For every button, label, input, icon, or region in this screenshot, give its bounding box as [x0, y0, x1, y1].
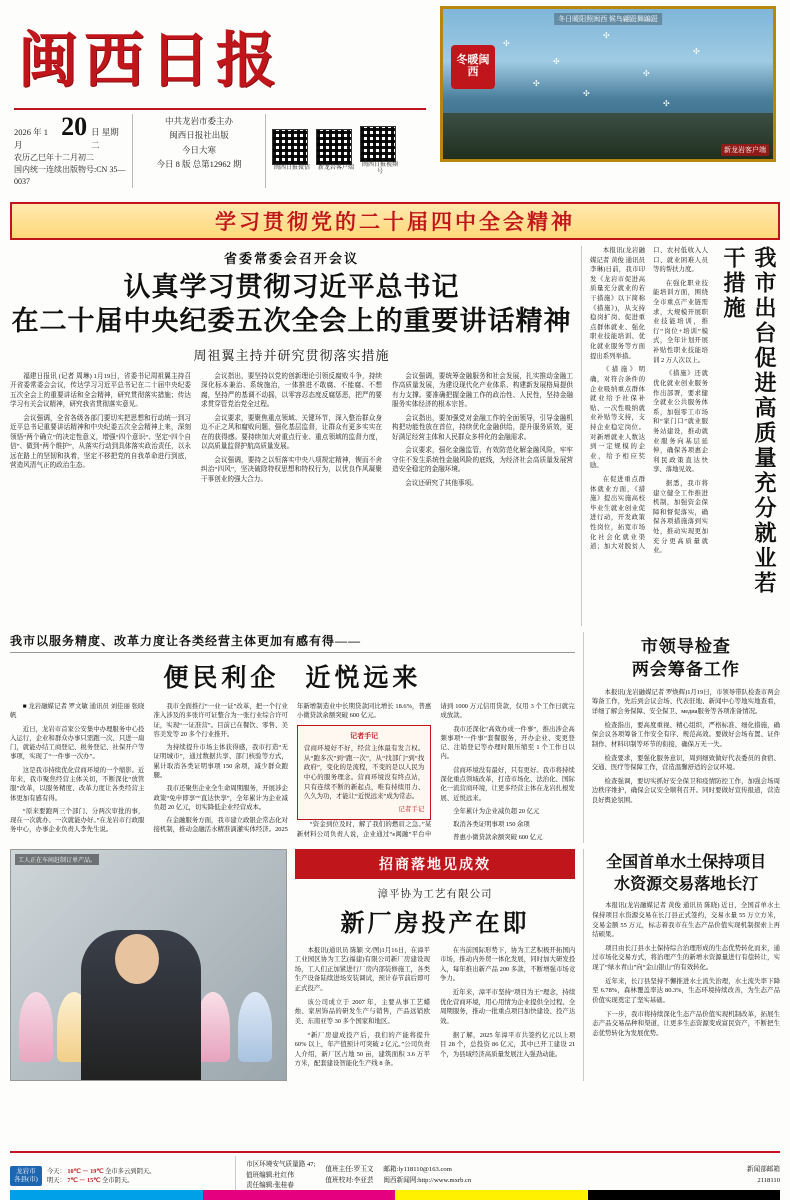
color-swatch-cyan: [10, 1190, 203, 1200]
lead-paragraph: 会议要求，要聚焦重点领域、关键环节，深入整治群众身边不正之风和腐败问题，强化基层监督，让群众有更多实实在在的获得感。要持续加大对重点行业、重点领域的监督力度，以高质量监督护航高质量发展。: [201, 414, 382, 451]
worker-face: [115, 934, 159, 984]
right-bottom-paragraph: 项目由长汀县水土保持综合治理形成的生态优势转化而来，通过市场化交易方式，将治理产生的新增水资源量进行有偿转让，实现了“绿水青山”向“金山银山”的有效转化。: [592, 944, 780, 972]
bottom-section: [10, 849, 780, 1081]
top-section: [10, 246, 780, 626]
photo-scene: [11, 850, 286, 1080]
section-banner: 招商落地见成效: [295, 849, 576, 879]
feature-byline: ■ 龙岩融媒记者 罗文敏 通讯员 刘佳丽 张晓帆: [10, 703, 145, 720]
right-column-top: [581, 246, 780, 626]
right-mid-title-line1: 市领导检查: [640, 637, 731, 657]
newspaper-logo: 闽西日报: [18, 26, 282, 96]
investment-paragraph: 本报讯(通讯员 陈颖 文/图)1月16日，在漳平工业园区协为工艺(福建)有限公司新厂房建设现场，工人们正加紧进行厂房内部装修施工，各类生产设备陆续进场安装调试，预计春节前后即可正式投产。: [294, 946, 430, 993]
qr-video[interactable]: [360, 126, 400, 176]
investment-title: 新厂房投产在即: [340, 907, 530, 937]
lead-paragraph: 会议还研究了其他事项。: [405, 479, 478, 487]
right-bottom-title-line2: 水资源交易落地长汀: [614, 874, 759, 894]
reporter-note-text: 营商环境好不好，经营主体最有发言权。从“跑多次”到“跑一次”，从“找部门”到“找政府”，变化的是流程，不变的是以人民为中心的服务理念。营商环境没有终点站，只有连续不断的新起点，唯有持续用力、久久为功，才能让“近悦远来”成为常态。: [303, 745, 425, 801]
footer-address: [246, 1160, 315, 1192]
right-bottom-paragraph: 下一步，我市将持续深化生态产品价值实现机制改革，拓展生态产品交易品种和渠道，让更多生态资源变成富民资产，不断把生态优势转化为发展优势。: [592, 1010, 780, 1037]
date-day: 20: [61, 112, 88, 141]
feature-paragraph: 为持续提升市场主体获得感，我市打造“无证明城市”，通过数据共享、部门核验等方式，累计取消各类证明事项 150 余项，减少群众跑腿。: [153, 744, 288, 779]
right-top-paragraph: 在促进重点群体就业方面，《措施》提出实施高校毕业生就业创业促进行动，开发政策性岗位，拓宽市场化社会化就业渠道；加大对脱贫人口、农村低收入人口、就业困难人员等的帮扶力度。: [590, 247, 708, 551]
lead-paragraph: 会议强调，要统筹金融服务和社会发展，扎实推动金融工作高质量发展，为建设现代化产业体系、构建新发展格局提供有力支撑。要准确把握金融工作的政治性、人民性，坚持金融服务实体经济的根本宗旨。: [392, 372, 573, 409]
lead-headline-line2: 在二十届中央纪委五次全会上的重要讲话精神: [11, 305, 572, 337]
footer-proof: 值班校对:李亚芸: [325, 1177, 374, 1184]
right-top-paragraph: 在强化职业技能培训方面，围绕全市重点产业链需求，大规模开展职业技能培训，推行“岗位+培训”模式，全年计划开展补贴性职业技能培训 2 万人次以上。: [653, 279, 708, 364]
footer-email[interactable]: 邮箱:ly118110@163.com: [383, 1166, 452, 1174]
weather-county: 各县(市): [14, 1176, 38, 1183]
right-top-body: [590, 246, 708, 596]
masthead: [10, 6, 780, 196]
footer-contact: [383, 1165, 471, 1186]
masthead-publisher: [132, 114, 266, 188]
right-mid-paragraph: 检查指出，要高度重视、精心组织，严格标准、细化措施，确保会议各项筹备工作安全有序、规范高效。要做好会场布置、证件制作、材料印制等环节的衔接，确保万无一失。: [591, 721, 780, 748]
right-bottom-body: [592, 901, 780, 1038]
feature-body: [10, 702, 575, 843]
feature-title: [10, 658, 575, 694]
feature-paragraph: “原来要跑两三个部门、分两次审批的事，现在一次就办、一次就能办好。”在龙岩市行政服务中心，办事企业负责人李先生说。: [10, 807, 145, 834]
investment-paragraph: 近年来，漳平市坚持“项目为王”理念，持续优化营商环境，用心用情为企业提供全过程、全周期服务，推动一批重点项目加快建设、投产达效。: [439, 989, 576, 1025]
feature-paragraph: 这是我市持续优化营商环境的一个缩影。近年来，我市聚焦经营主体关切，不断深化“放管服”改革，以服务精度、改革力度让各类经营主体更加有感有得。: [10, 766, 145, 802]
weather-table: [47, 1167, 156, 1186]
right-top-paragraph: 《措施》还就优化就业创业服务作出部署，要求健全就业公共服务体系，加强零工市场和“家门口”就业服务站建设，推动就业服务向基层延伸，确保各项惠企利民政策直达快享、落地见效。: [653, 370, 708, 474]
right-mid-title-line2: 两会筹备工作: [631, 659, 740, 680]
feature-stat: 全年累计为企业减负超 20 亿元: [453, 807, 540, 815]
weather-city-badge: [10, 1166, 42, 1187]
footer-website[interactable]: 闽西新闻网:http://www.mxrb.cn: [383, 1177, 472, 1184]
right-top-paragraph: 据悉，我市将建立健全工作推进机制，加强资金保障和督促落实，确保各项措施落到实处，推动实现更加充分更高质量就业。: [653, 480, 708, 555]
footer-address-text: 市区环境安气质量路 47;: [246, 1161, 316, 1169]
qr-app[interactable]: [316, 129, 356, 172]
lead-subhead: 周祖翼主持并研究贯彻落实措施: [193, 347, 390, 363]
lead-kicker: 省委常委会召开会议: [223, 251, 359, 266]
investment-paragraph: 据了解，2025 年漳平市共签约亿元以上项目 28 个，总投资 86 亿元，其中已开工建设 21 个，为县域经济高质量发展注入强劲动能。: [439, 1031, 576, 1058]
right-top-title: 我市出台促进高质量充分就业若干措施: [720, 246, 777, 596]
right-column-middle: [583, 632, 780, 843]
hero-watermark: 新龙岩客户端: [721, 144, 769, 156]
qr-weixin[interactable]: [272, 129, 312, 172]
lead-paragraph: 会议指出，要坚持以党的创新理论引领反腐败斗争，持续深化标本兼治、系统施治，一体推进不敢腐、不能腐、不想腐，坚持严的基调不动摇，以零容忍态度反腐惩恶，把严的要求贯穿管党治党全过程。: [201, 372, 382, 409]
footer-newsroom-label: 新闻部邮箱: [747, 1166, 780, 1174]
campaign-banner-text: 学习贯彻党的二十届四中全会精神: [215, 209, 575, 234]
hero-photo: 冬日暖阳照闽西 候鸟翩跹舞蹁跹 冬暖闽西 ✣ ✣ ✣ ✣ ✣ ✣ ✣ ✣ 新龙岩客户端: [440, 6, 776, 162]
footer-supervisor: 值班编辑:杜红伟: [246, 1171, 294, 1179]
solar-term: 今日大寒: [181, 144, 216, 155]
investment-article: [295, 849, 576, 1081]
masthead-left: [10, 6, 430, 188]
date-weekday: 日 星期二: [91, 127, 119, 150]
hero-badge: 冬暖闽西: [451, 45, 495, 89]
right-top-paragraph: 《措施》明确，对符合条件的企业吸纳重点群体就业给予社保补贴、一次性吸纳就业补贴等支持，支持企业稳定岗位。对新增就业人数达到一定规模的企业，给予相应奖励。: [590, 366, 645, 470]
color-bar: [10, 1190, 780, 1200]
right-mid-title: [592, 636, 780, 682]
reporter-note: [297, 725, 431, 821]
hero-caption: 冬日暖阳照闽西 候鸟翩跹舞蹁跹: [554, 13, 662, 25]
masthead-qr-group: [272, 114, 400, 188]
footer-director: 值班主任:罗玉文: [325, 1166, 374, 1174]
feature-stat: 取消各类证明事项 150 余项: [453, 821, 530, 829]
campaign-banner: [10, 202, 780, 240]
issue-number: 今日 8 版 总第12962 期: [156, 159, 242, 170]
weather-widget: [10, 1166, 225, 1187]
qr-app-label: 新龙岩客户端: [317, 165, 354, 172]
investment-paragraph: 该公司成立于 2007 年，主要从事工艺蜡烛、家居饰品的研发生产与销售，产品远销欧美、东南亚等 30 多个国家和地区。: [294, 998, 430, 1025]
feature-paragraph: 我市全面推行“一业一证”改革，把一个行业准入涉及的多张许可证整合为一张行业综合许可证，实现“一证准营”。目前已在餐饮、零售、美容美发等 20 多个行业推开。: [153, 703, 288, 738]
investment-paragraph: 在当前国际形势下，协为工艺积极开拓国内市场，推动内外贸一体化发展，同时加大研发投入，每年推出新产品 200 多款，不断增强市场竞争力。: [439, 946, 576, 983]
investment-paragraph: “新厂房建成投产后，我们的产能将提升 60% 以上，年产值预计可突破 2 亿元。”公司负责人介绍，新厂区占地 50 亩，建筑面积 3.6 万平方米，配套建设智能化生产线 8 条。: [294, 1031, 430, 1068]
lead-paragraph: 会议指出，要加强党对金融工作的全面领导，引导金融机构把功能性放在首位，持续优化金融供给，提升服务质效，更好满足经营主体和人民群众多样化的金融需求。: [392, 414, 573, 441]
masthead-right: [440, 6, 770, 162]
right-bottom-title-line1: 全国首单水土保持项目: [606, 851, 767, 871]
weather-today-desc: 全市多云到阴天。: [105, 1167, 156, 1175]
lead-paragraph: 会议要求，强化金融监管，有效防范化解金融风险，牢牢守住不发生系统性金融风险的底线，为经济社会高质量发展营造安全稳定的金融环境。: [392, 447, 573, 474]
right-bottom-paragraph: 近年来，长汀县坚持不懈推进水土流失治理，水土流失率下降至 6.78%，森林覆盖率达 80.3%，生态环境持续改善，为生态产品价值实现奠定了坚实基础。: [592, 977, 780, 1004]
feature-title-right: 近悦远来: [305, 663, 422, 692]
feature-stat: 普惠小微贷款余额突破 600 亿元: [453, 834, 543, 842]
lunar-date: 农历乙巳年十二月初二: [14, 152, 94, 162]
feature-paragraph: 我市还深化“高效办成一件事”，推出涉企高频事项“一件事”套餐服务，开办企业、变更登记、注销登记等办理时限压缩至 1 个工作日以内。: [440, 725, 575, 761]
qr-code-icon: [272, 129, 308, 165]
masthead-info: [10, 114, 430, 188]
investment-body: [295, 946, 576, 1069]
color-swatch-magenta: [203, 1190, 396, 1200]
masthead-date-block: [14, 114, 126, 188]
footer-newsroom: [747, 1165, 780, 1186]
right-mid-paragraph: 检查强调，要切实抓好安全保卫和疫情防控工作，加强会场周边秩序维护，确保会议安全顺利召开。同时要做好宣传报道，营造良好舆论氛围。: [591, 777, 780, 804]
qr-code-icon: [360, 126, 396, 162]
feature-paragraph: “资金到位及时，解了我们的燃眉之急。”某新材料公司负责人说，企业通过“e闽融”平台申请到 1000 万元信用贷款，仅用 3 个工作日就完成放款。: [296, 703, 575, 838]
right-bottom-paragraph: 本报讯(龙岩融媒记者 黄俊 通讯员 陈晓) 近日，全国首单水土保持项目水资源交易在长汀县正式签约，交易水量 55 万立方米，交易金额 55 万元，标志着我市在生态产品价值实现机制探索上再结硕果。: [592, 902, 780, 939]
right-top-paragraph: 本报讯(龙岩融媒记者 黄俊 通讯员 李琳)日前，我市印发《龙岩市促进高质量充分就业的若干措施》以下简称《措施》)，从支持稳岗扩岗、促进重点群体就业、强化职业技能培训、优化就业服务等方面提出系列举措。: [590, 247, 645, 360]
lead-paragraph: 会议强调，全省各级各部门要切实把思想和行动统一到习近平总书记重要讲话精神和中央纪委五次全会精神上来，深刻领悟“两个确立”的决定性意义，增强“四个意识”、坚定“四个自信”、做到“两个维护”，从落实行动到具体落实政治责任，以永远在路上的坚韧和执着，坚定不移把党的自我革命进行到底，营造风清气正的政治生态。: [10, 414, 191, 470]
lead-paragraph: 会议强调，要持之以恒落实中央八项规定精神，锲而不舍纠治“四风”，坚决破除特权思想和特权行为，以优良作风凝聚干事创业的强大合力。: [201, 456, 382, 483]
photo-caption: 工人正在车间赶制订单产品。: [15, 854, 99, 865]
footer-phone: 2118110: [757, 1177, 780, 1184]
weather-today-temp: 10℃ － 19℃: [67, 1167, 104, 1175]
factory-photo: [10, 849, 287, 1081]
lead-body: [10, 372, 573, 489]
feature-lead-line: 我市以服务精度、改革力度让各类经营主体更加有感有得——: [10, 632, 575, 653]
qr-video-label: 闽西日报视频号: [361, 161, 398, 175]
publisher-line2: 闽西日报社出版: [169, 130, 229, 141]
publisher-line1: 中共龙岩市委主办: [164, 116, 233, 126]
weather-tomorrow-temp: 7℃ － 15℃: [67, 1177, 101, 1184]
right-mid-body: [592, 688, 780, 806]
investment-subhead: 漳平协为工艺有限公司: [377, 888, 493, 900]
reporter-note-title: 记者手记: [350, 731, 379, 740]
date-text: 2026 年 1 月: [14, 127, 49, 150]
color-swatch-yellow: [395, 1190, 588, 1200]
weather-tomorrow-desc: 全市阴天。: [101, 1177, 134, 1184]
qr-weixin-label: 闽西日报微信: [273, 165, 310, 172]
footer-staff: [325, 1165, 373, 1186]
feature-paragraph: 我市还聚焦企业全生命周期服务，开展涉企政策“免申即享”“直达快享”，全年累计为企业减负超 20 亿元，切实降低企业经营成本。: [153, 785, 288, 811]
cn-code: 国内统一连续出版物号:CN 35—0037: [14, 164, 126, 186]
feature-title-left: 便民利企: [163, 663, 280, 692]
footer-duty: 责任编辑:张桂春: [246, 1182, 294, 1190]
qr-code-icon: [316, 129, 352, 165]
feature-paragraph: 近日，龙岩市首家公安集中办理服务中心投入运行，企业和群众办事只需跑一次、只进一扇门，就能办结工商登记、税务登记、社保开户等事项，实现了“一件事一次办”。: [10, 725, 145, 761]
feature-paragraph: 在金融服务方面，我市建立政银企常态化对接机制，推动金融活水精准滴灌实体经济。2025 年新增制造业中长期贷款同比增长 18.6%，普惠小微贷款余额突破 600 亿元。: [153, 703, 432, 834]
lead-paragraph: 福建日报讯 (记者 周琳) 1月19日，省委书记周祖翼主持召开省委常委会会议，传达学习习近平总书记在二十届中央纪委五次全会上的重要讲话和全会精神，研究贯彻落实措施；传达学习有关会议精神，研究我省贯彻落实意见。: [10, 372, 191, 409]
reporter-note-stamp: 记者手记: [398, 805, 425, 813]
feature-article: [10, 632, 575, 843]
color-swatch-black: [588, 1190, 781, 1200]
lead-article: [10, 246, 573, 626]
lead-headline-line1: 认真学习贯彻习近平总书记: [123, 272, 460, 303]
right-column-bottom: [583, 849, 780, 1081]
weather-today-label: 今天：: [46, 1167, 66, 1175]
product-icon: [19, 992, 53, 1062]
product-icon: [238, 992, 272, 1062]
masthead-divider: [14, 108, 426, 110]
weather-tomorrow-label: 明天：: [46, 1177, 66, 1184]
right-mid-paragraph: 检查要求，要强化服务意识，周到细致做好代表委员的食宿、交通、医疗等保障工作，营造温馨舒适的会议环境。: [591, 754, 780, 772]
middle-section: [10, 632, 780, 843]
right-bottom-title: [592, 851, 780, 896]
feature-paragraph: 营商环境没有最好，只有更好。我市将持续深化重点领域改革，打造市场化、法治化、国际化一流营商环境，让更多经营主体在龙岩扎根发展、近悦远来。: [440, 766, 575, 802]
right-mid-paragraph: 本报讯(龙岩融媒记者 罗焕辉)1月19日，市领导带队检查市两会筹备工作，先后到会议会场、代表驻地、新闻中心等地实地查看，详细了解会务保障、安全保卫、медиа服务等各项准备情况。: [591, 688, 780, 716]
weather-city: 龙岩市: [16, 1167, 36, 1175]
